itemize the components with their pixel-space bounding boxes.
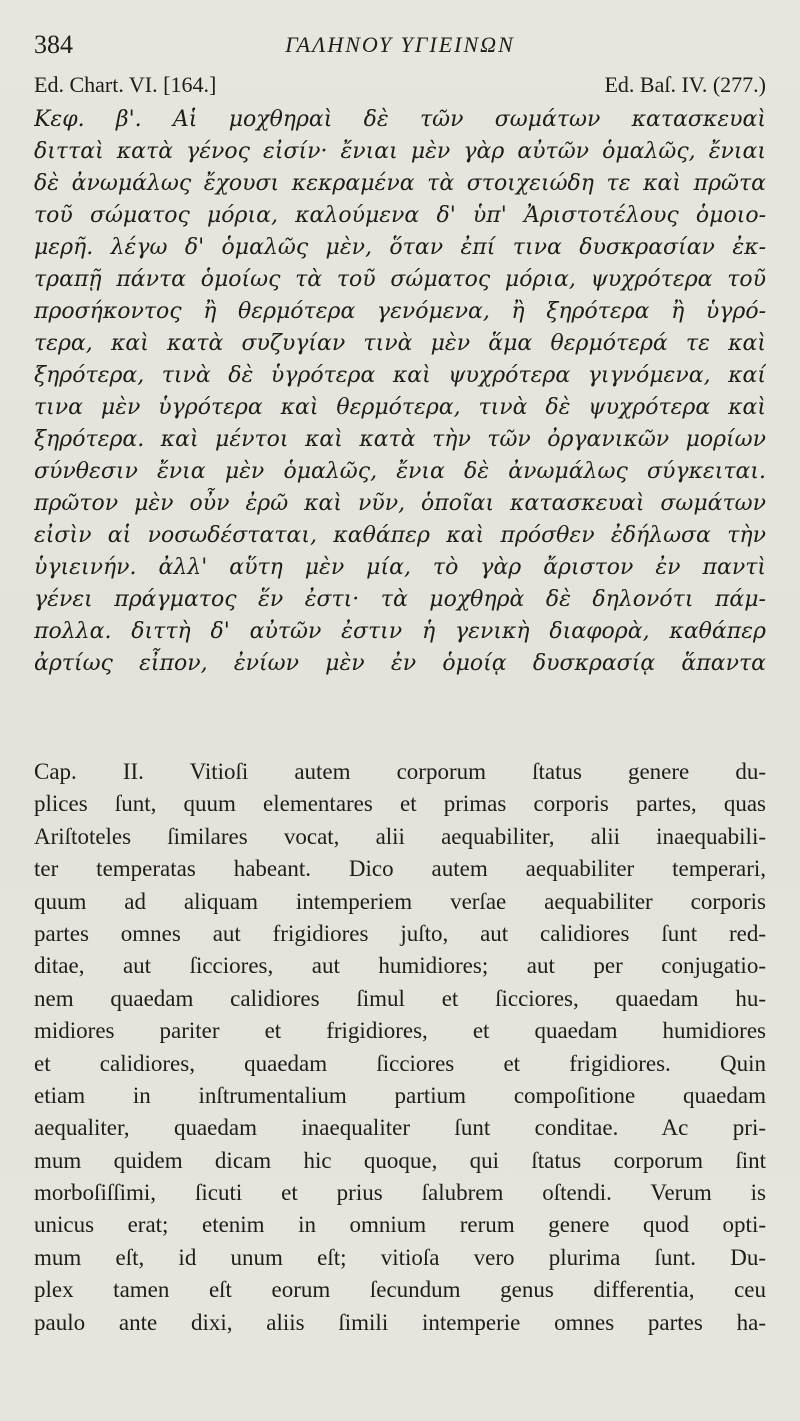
- latin-text-line: et calidiores, quaedam ſicciores et frigidiores. Quin: [34, 1050, 766, 1076]
- latin-text-line: partes omnes aut frigidiores juſto, aut calidiores ſunt red-: [34, 920, 766, 946]
- latin-text-line: plices ſunt, quum elementares et primas corporis partes, quas: [34, 791, 766, 817]
- latin-text-line: etiam in inſtrumentalium partium compoſitione quaedam: [34, 1082, 766, 1108]
- greek-text-line: δὲ ἀνωμάλως ἔχουσι κεκραμένα τὰ στοιχειώδη τε καὶ πρῶτα: [34, 171, 766, 196]
- latin-text-line: mum eſt, id unum eſt; vitioſa vero plurima ſunt. Du-: [34, 1244, 766, 1270]
- greek-text-line: τοῦ σώματος μόρια, καλούμενα δ' ὑπ' Ἀριστοτέλους ὁμοιο-: [34, 203, 766, 228]
- greek-text-line: ὑγιεινήν. ἀλλ' αὕτη μὲν μία, τὸ γὰρ ἄριστον ἐν παντὶ: [34, 555, 766, 580]
- latin-text-line: paulo ante dixi, aliis ſimili intemperie omnes partes ha-: [34, 1309, 766, 1335]
- greek-text-line: τερα, καὶ κατὰ συζυγίαν τινὰ μὲν ἅμα θερμότερά τε καὶ: [34, 331, 766, 356]
- greek-text-line: προσήκοντος ἢ θερμότερα γενόμενα, ἢ ξηρότερα ἢ ὑγρό-: [34, 299, 766, 324]
- edition-basel: Ed. Baſ. IV. (277.): [604, 72, 766, 97]
- latin-text-line: ditae, aut ſicciores, aut humidiores; aut per conjugatio-: [34, 953, 766, 979]
- latin-text-line: morboſiſſimi, ſicuti et prius ſalubrem oſtendi. Verum is: [34, 1180, 766, 1206]
- greek-text-line: γένει πράγματος ἕν ἐστι· τὰ μοχθηρὰ δὲ δηλονότι πάμ-: [34, 587, 766, 612]
- latin-text-line: Ariſtoteles ſimilares vocat, alii aequabiliter, alii inaequabili-: [34, 823, 766, 849]
- greek-text-line: Κεφ. β'. Αἱ μοχθηραὶ δὲ τῶν σωμάτων κατασκευαὶ: [34, 107, 766, 132]
- latin-text-line: aequaliter, quaedam inaequaliter ſunt conditae. Ac pri-: [34, 1115, 766, 1141]
- greek-text-line: πολλα. διττὴ δ' αὐτῶν ἐστιν ἡ γενικὴ διαφορὰ, καθάπερ: [34, 619, 766, 644]
- greek-text-block: [34, 104, 766, 680]
- running-title: ΓΑΛΗΝΟΥ ΥΓΙΕΙΝΩΝ: [285, 32, 515, 57]
- latin-text-line: mum quidem dicam hic quoque, qui ſtatus corporum ſint: [34, 1147, 766, 1173]
- greek-text-line: εἰσὶν αἱ νοσωδέσταται, καθάπερ καὶ πρόσθεν ἐδήλωσα τὴν: [34, 523, 766, 548]
- edition-reference-line: [34, 72, 766, 104]
- greek-text-line: ξηρότερα, τινὰ δὲ ὑγρότερα καὶ ψυχρότερα γιγνόμενα, καί: [34, 363, 766, 388]
- greek-text-line: τραπῇ πάντα ὁμοίως τὰ τοῦ σώματος μόρια, ψυχρότερα τοῦ: [34, 267, 766, 292]
- greek-text-line: μερῆ. λέγω δ' ὁμαλῶς μὲν, ὅταν ἐπί τινα δυσκρασίαν ἐκ-: [34, 235, 766, 260]
- greek-text-line: ξηρότερα. καὶ μέντοι καὶ κατὰ τὴν τῶν ὀργανικῶν μορίων: [34, 427, 766, 452]
- latin-text-line: plex tamen eſt eorum ſecundum genus differentia, ceu: [34, 1277, 766, 1303]
- latin-text-line: unicus erat; etenim in omnium rerum genere quod opti-: [34, 1212, 766, 1238]
- latin-text-line: nem quaedam calidiores ſimul et ſicciores, quaedam hu-: [34, 985, 766, 1011]
- latin-text-line: midiores pariter et frigidiores, et quaedam humidiores: [34, 1018, 766, 1044]
- page-number: 384: [34, 30, 73, 59]
- page-header: [34, 30, 766, 70]
- latin-text-line: Cap. II. Vitioſi autem corporum ſtatus genere du-: [34, 759, 766, 784]
- greek-text-line: διτταὶ κατὰ γένος εἰσίν· ἔνιαι μὲν γὰρ αὐτῶν ὁμαλῶς, ἔνιαι: [34, 139, 766, 164]
- edition-chartier: Ed. Chart. VI. [164.]: [34, 72, 217, 97]
- greek-text-line: πρῶτον μὲν οὖν ἐρῶ καὶ νῦν, ὁποῖαι κατασκευαὶ σωμάτων: [34, 491, 766, 516]
- greek-text-line: σύνθεσιν ἔνια μὲν ὁμαλῶς, ἔνια δὲ ἀνωμάλως σύγκειται.: [34, 459, 766, 484]
- greek-text-line: τινα μὲν ὑγρότερα καὶ θερμότερα, τινὰ δὲ ψυχρότερα καὶ: [34, 395, 766, 420]
- latin-text-block: [34, 756, 766, 1339]
- latin-text-line: ter temperatas habeant. Dico autem aequabiliter temperari,: [34, 856, 766, 882]
- latin-text-line: quum ad aliquam intemperiem verſae aequabiliter corporis: [34, 888, 766, 914]
- greek-text-line: ἀρτίως εἶπον, ἐνίων μὲν ἐν ὁμοίᾳ δυσκρασίᾳ ἅπαντα: [34, 651, 766, 676]
